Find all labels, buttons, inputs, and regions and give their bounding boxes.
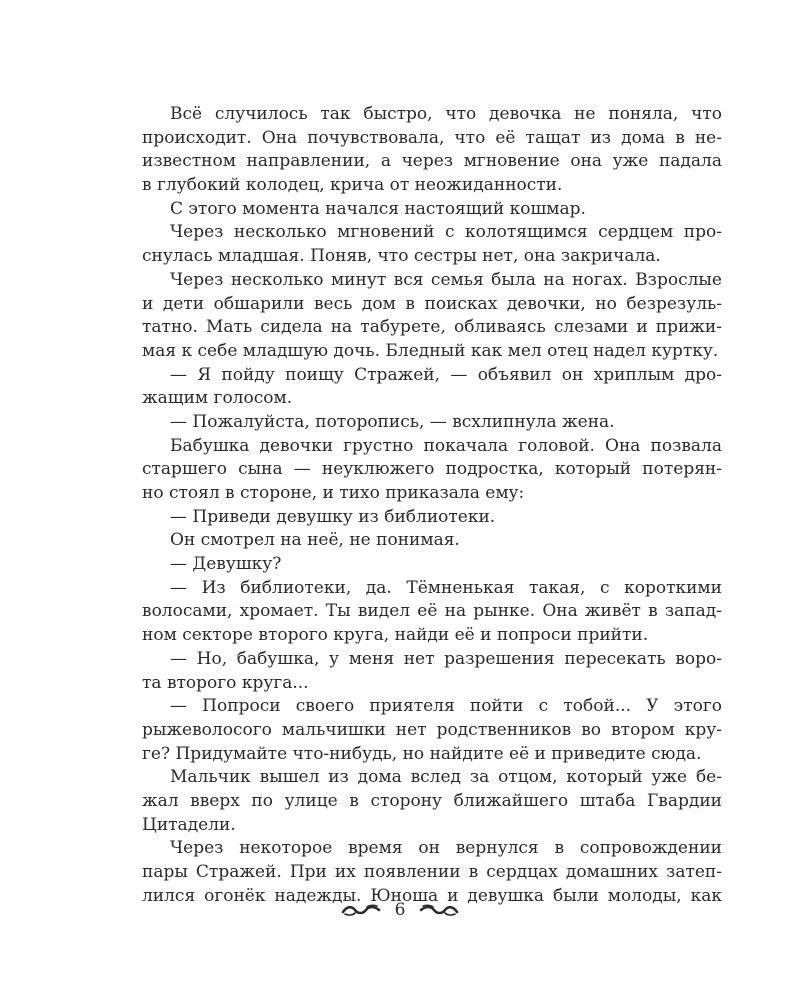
text-line: рыжеволосого мальчишки нет родственников во втором кру-	[142, 719, 722, 740]
text-line: Через некоторое время он вернулся в сопровождении	[170, 838, 722, 859]
text-line: известном направлении, а через мгновение она уже падала	[142, 151, 722, 172]
text-line: — Я пойду поищу Стражей, — объявил он хриплым дро-	[170, 364, 722, 385]
text-line: Через несколько минут вся семья была на ногах. Взрослые	[170, 269, 722, 290]
text-line: но стоял в стороне, и тихо приказала ему:	[142, 483, 525, 503]
page-footer	[0, 898, 800, 922]
flourish-left-icon	[341, 903, 381, 917]
text-line: Всё случилось так быстро, что девочка не поняла, что	[170, 104, 722, 124]
text-line: Бабушка девочки грустно покачала головой. Она позвала	[170, 435, 722, 456]
text-line: Через несколько мгновений с колотящимся сердцем про-	[170, 222, 722, 243]
text-line: ге? Придумайте что-нибудь, но найдите её и приведите сюда.	[142, 743, 702, 764]
text-line: татно. Мать сидела на табурете, обливаясь слезами и прижи-	[142, 317, 722, 338]
text-line: С этого момента начался настоящий кошмар.	[170, 198, 586, 219]
text-line: мая к себе младшую дочь. Бледный как мел отец надел куртку.	[142, 340, 719, 361]
text-line: — Попроси своего приятеля пойти с тобой... У этого	[170, 696, 722, 717]
flourish-right-icon	[419, 903, 459, 917]
text-line: Мальчик вышел из дома вслед за отцом, который уже бе-	[170, 767, 722, 788]
text-line: пары Стражей. При их появлении в сердцах домашних затеп-	[142, 862, 722, 882]
text-line: — Пожалуйста, поторопись, — всхлипнула жена.	[170, 411, 615, 432]
text-line: волосами, хромает. Ты видел её на рынке. Она живёт в запад-	[142, 601, 722, 622]
text-line: та второго круга...	[142, 672, 309, 693]
text-line: жащим голосом.	[142, 388, 293, 409]
text-line: — Девушку?	[170, 554, 282, 575]
text-line: — Приведи девушку из библиотеки.	[170, 506, 496, 527]
text-line: ном секторе второго круга, найди её и попроси прийти.	[142, 625, 649, 646]
text-line: Он смотрел на неё, не понимая.	[170, 530, 460, 551]
text-line: Цитадели.	[142, 814, 236, 835]
page-number: 6	[394, 900, 406, 920]
body-text	[142, 103, 722, 908]
text-line: жал вверх по улице в сторону ближайшего штаба Гвардии	[142, 790, 722, 811]
text-line: снулась младшая. Поняв, что сестры нет, она закричала.	[142, 246, 661, 267]
text-line: старшего сына — неуклюжего подростка, который потерян-	[142, 459, 722, 480]
text-line: — Но, бабушка, у меня нет разрешения пересекать воро-	[170, 648, 722, 669]
text-line: лился огонёк надежды. Юноша и девушка были молоды, как	[142, 885, 722, 906]
text-line: происходит. Она почувствовала, что её тащат из дома в не-	[142, 127, 722, 148]
text-line: — Из библиотеки, да. Тёмненькая такая, с короткими	[170, 577, 722, 598]
text-line: и дети обшарили весь дом в поисках девочки, но безрезуль-	[142, 293, 722, 314]
text-line: в глубокий колодец, крича от неожиданности.	[142, 175, 563, 196]
